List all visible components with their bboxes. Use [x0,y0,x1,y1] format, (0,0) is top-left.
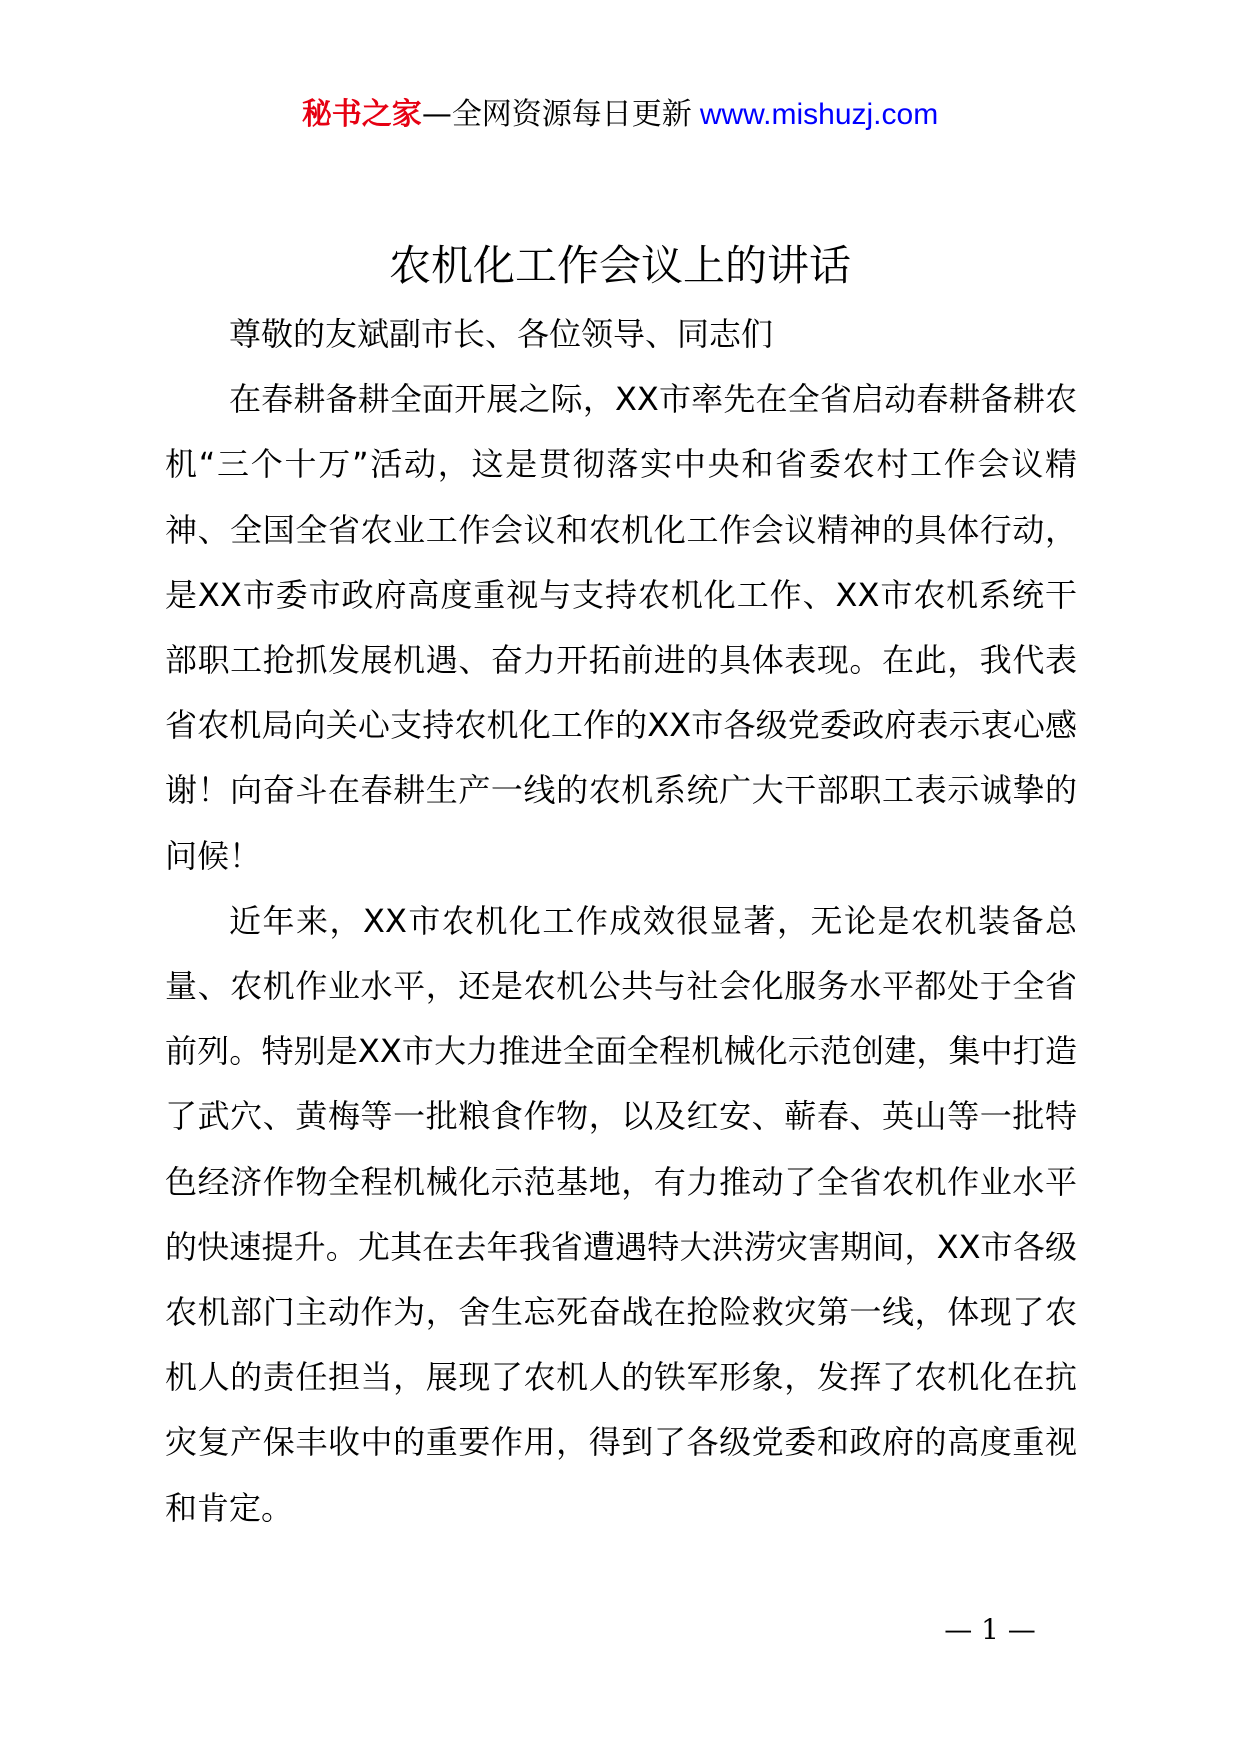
document-title: 农机化工作会议上的讲话 [388,241,851,290]
site-header [0,95,1240,135]
document-body [165,302,1077,1541]
site-brand: 秘书之家 [301,97,422,132]
paragraph: 近年来，XX市农机化工作成效很显著，无论是农机装备总量、农机作业水平，还是农机公共与社会化服务水平都处于全省前列。特别是XX市大力推进全面全程机械化示范创建，集中打造了武穴、黄梅等一批粮食作物，以及红安、蕲春、英山等一批特色经济作物全程机械化示范基地，有力推动了全省农机作业水平的快速提升。尤其在去年我省遭遇特大洪涝灾害期间，XX市各级农机部门主动作为，舍生忘死奋战在抢险救灾第一线，体现了农机人的责任担当，展现了农机人的铁军形象，发挥了农机化在抗灾复产保丰收中的重要作用，得到了各级党委和政府的高度重视和肯定。 [165,901,1077,1527]
site-url-link[interactable]: www.mishuzj.com [699,98,939,131]
paragraph: 在春耕备耕全面开展之际，XX市率先在全省启动春耕备耕农机“三个十万”活动，这是贯彻落实中央和省委农村工作会议精神、全国全省农业工作会议和农机化工作会议精神的具体行动，是XX市委市政府高度重视与支持农机化工作、XX市农机系统干部职工抢抓发展机遇、奋力开拓前进的具体表现。在此，我代表省农机局向关心支持农机化工作的XX市各级党委政府表示衷心感谢！向奋斗在春耕生产一线的农机系统广大干部职工表示诚挚的问候！ [165,380,1077,875]
site-tagline: —全网资源每日更新 [421,97,692,132]
salutation: 尊敬的友斌副市长、各位领导、同志们 [229,315,774,353]
page-number: — 1 — [944,1613,1036,1646]
